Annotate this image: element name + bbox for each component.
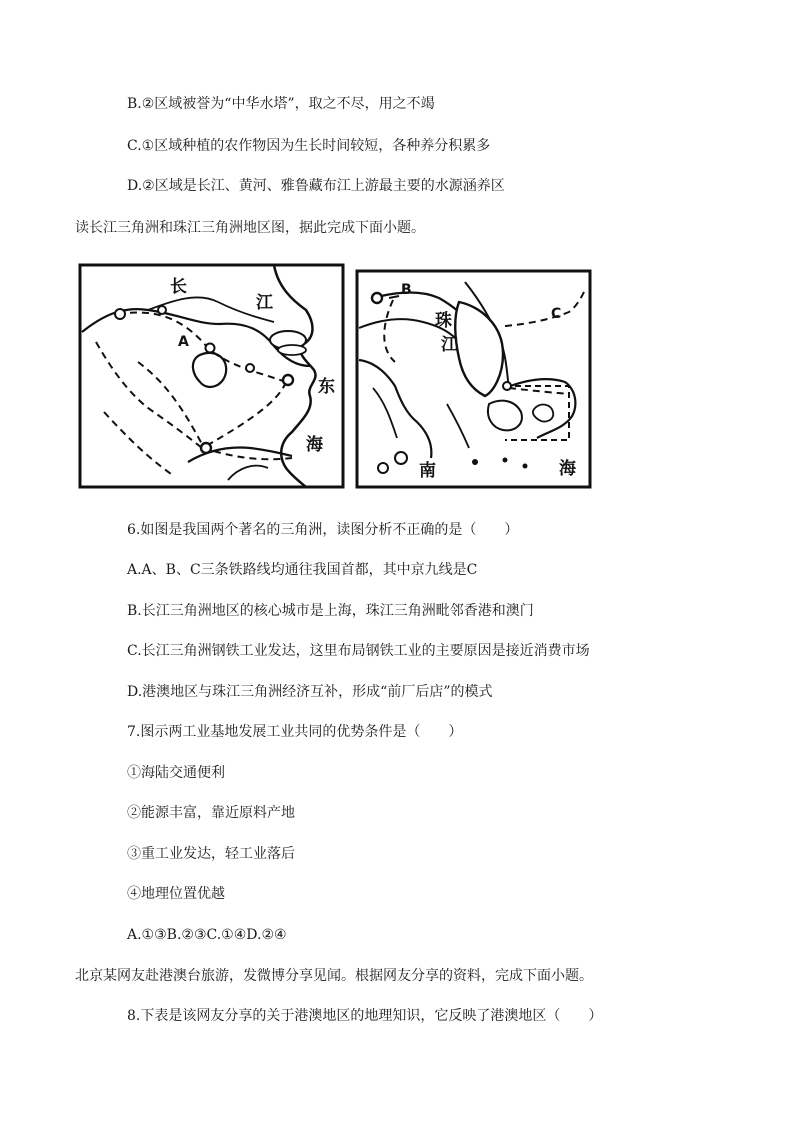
intro-8: 北京某网友赴港澳台旅游，发微博分享见闻。根据网友分享的资料，完成下面小题。 bbox=[75, 968, 593, 984]
statement-7-3: ③重工业发达，轻工业落后 bbox=[127, 846, 295, 862]
option-6b: B.长江三角洲地区的核心城市是上海，珠江三角洲毗邻香港和澳门 bbox=[127, 603, 534, 619]
yangtze-delta-map bbox=[78, 262, 346, 490]
pearl-delta-map bbox=[355, 262, 593, 490]
label-railway-a: A bbox=[178, 334, 189, 350]
label-hai-south: 海 bbox=[559, 459, 576, 479]
option-6a: A.A、B、C三条铁路线均通往我国首都，其中京九线是C bbox=[127, 562, 478, 578]
answers-7: A.①③B.②③C.①④D.②④ bbox=[127, 927, 287, 943]
question-8: 8.下表是该网友分享的关于港澳地区的地理知识，它反映了港澳地区（ ） bbox=[127, 1008, 603, 1024]
question-6: 6.如图是我国两个著名的三角洲，读图分析不正确的是（ ） bbox=[127, 522, 519, 538]
label-nan: 南 bbox=[419, 461, 436, 481]
label-zhu: 珠 bbox=[435, 311, 452, 331]
statement-7-1: ①海陆交通便利 bbox=[127, 765, 225, 781]
label-hai: 海 bbox=[306, 435, 323, 455]
label-jiang-pearl: 江 bbox=[441, 335, 458, 355]
option-6c: C.长江三角洲钢铁工业发达，这里布局钢铁工业的主要原因是接近消费市场 bbox=[127, 643, 590, 659]
statement-7-2: ②能源丰富，靠近原料产地 bbox=[127, 805, 295, 821]
label-jiang: 江 bbox=[256, 293, 273, 313]
label-railway-b: B bbox=[401, 282, 412, 298]
label-chang: 长 bbox=[170, 277, 187, 297]
option-6d: D.港澳地区与珠江三角洲经济互补，形成“前厂后店”的模式 bbox=[127, 684, 493, 700]
map-intro: 读长江三角洲和珠江三角洲地区图，据此完成下面小题。 bbox=[75, 220, 425, 236]
question-7: 7.图示两工业基地发展工业共同的优势条件是（ ） bbox=[127, 724, 463, 740]
label-railway-c: C bbox=[551, 306, 562, 322]
option-1d: D.②区域是长江、黄河、雅鲁藏布江上游最主要的水源涵养区 bbox=[127, 178, 505, 194]
statement-7-4: ④地理位置优越 bbox=[127, 886, 225, 902]
option-1c: C.①区域种植的农作物因为生长时间较短，各种养分积累多 bbox=[127, 138, 491, 154]
label-dong: 东 bbox=[318, 377, 335, 397]
option-1b: B.②区域被誉为“中华水塔”，取之不尽，用之不竭 bbox=[127, 96, 435, 112]
